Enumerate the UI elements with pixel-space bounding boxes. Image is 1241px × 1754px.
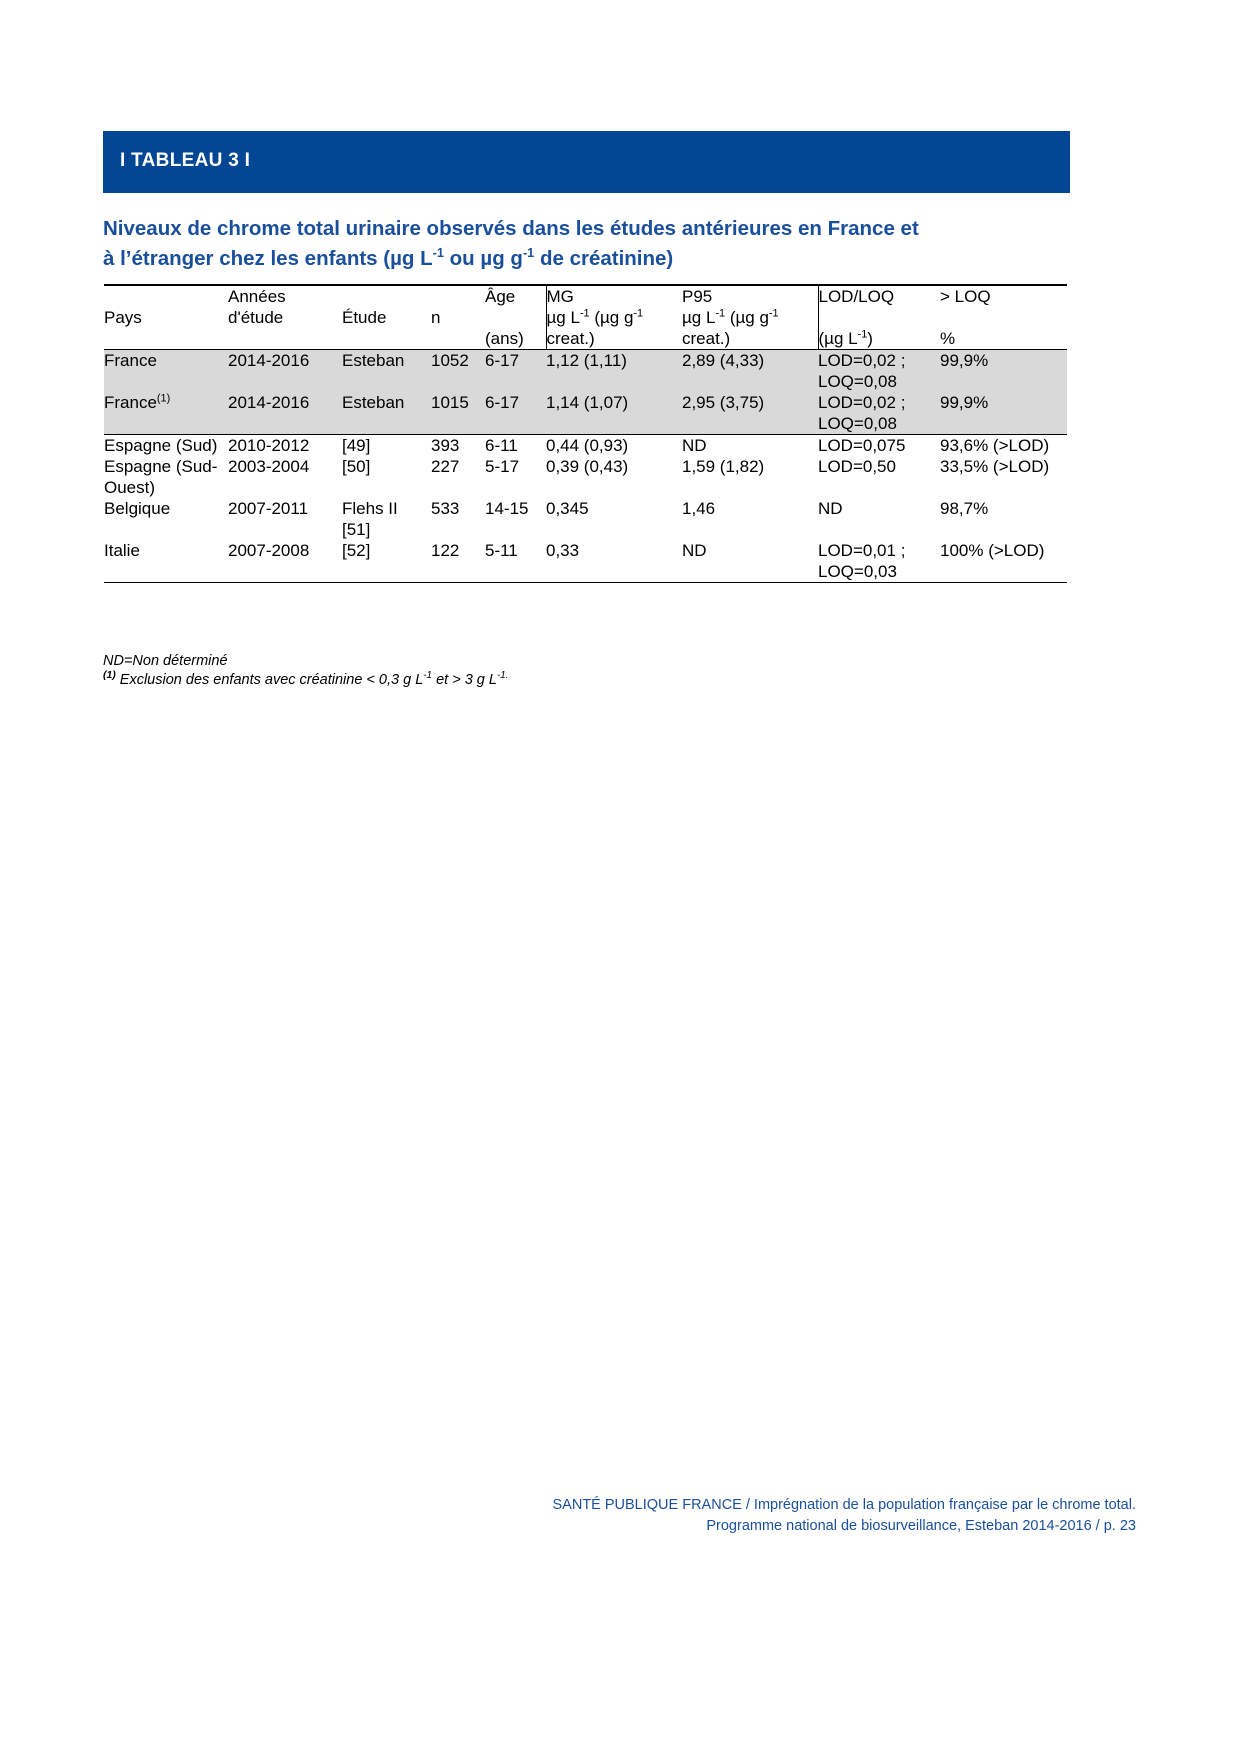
col-header-p95-sup1: -1 <box>715 307 726 320</box>
footnote-one-marker: (1) <box>103 670 116 682</box>
col-header-p95-unit-a: µg L <box>682 308 716 327</box>
cell-gtloq: 33,5% (>LOD) <box>940 457 1050 476</box>
col-header-p95-sup2: -1 <box>768 307 779 320</box>
cell-lodloq: LOD=0,075 <box>818 436 906 455</box>
footnote-one-b: et > 3 g L <box>432 672 497 688</box>
col-header-mg-unit-b: (µg g <box>589 308 634 327</box>
col-header-lodloq-unit-a: (µg L <box>818 329 858 348</box>
cell-n: 533 <box>431 499 460 518</box>
footnote-one-a: Exclusion des enfants avec créatinine < 0,3 g L <box>115 672 424 688</box>
cell-etude: Esteban <box>342 350 431 393</box>
page-footer <box>553 1495 1137 1537</box>
cell-annees: 2010-2012 <box>228 436 310 455</box>
cell-age: 6-17 <box>485 392 546 435</box>
cell-p95: 1,46 <box>682 499 716 518</box>
col-header-mg-label: MG <box>546 287 574 306</box>
col-header-mg-sup2: -1 <box>633 307 644 320</box>
col-header-p95-unit-b: (µg g <box>725 308 769 327</box>
col-header-p95-unit-c: creat.) <box>682 329 731 348</box>
col-header-pays-label: Pays <box>104 308 142 327</box>
cell-annees: 2007-2011 <box>228 499 309 518</box>
cell-p95: 2,95 (3,75) <box>682 392 818 435</box>
col-header-mg-unit-c: creat.) <box>546 329 595 348</box>
cell-mg: 0,33 <box>546 541 580 560</box>
cell-age: 5-11 <box>485 541 518 560</box>
cell-gtloq: 93,6% (>LOD) <box>940 436 1050 455</box>
footnote-nd <box>103 652 1003 671</box>
table-header <box>104 285 1067 350</box>
cell-p95: 2,89 (4,33) <box>682 350 818 393</box>
cell-lodloq: LOD=0,50 <box>818 457 896 476</box>
table-header-row <box>104 285 1067 350</box>
col-header-lodloq-label: LOD/LOQ <box>818 287 895 306</box>
col-header-lodloq <box>818 285 940 350</box>
table-title-line2-sup2: -1 <box>522 245 535 261</box>
table-row <box>104 350 1067 393</box>
cell-age: 5-17 <box>485 457 520 476</box>
table-body <box>104 350 1067 583</box>
col-header-lodloq-unit-b: ) <box>867 329 873 348</box>
table-row <box>104 456 1067 498</box>
table-title <box>103 214 1063 274</box>
cell-mg: 0,44 (0,93) <box>546 436 629 455</box>
col-header-age-line1: Âge <box>485 287 516 306</box>
cell-pays: Espagne (Sud-Ouest) <box>104 457 218 497</box>
col-header-pays <box>104 285 228 350</box>
cell-age: 14-15 <box>485 499 529 518</box>
col-header-gtloq <box>940 285 1067 350</box>
page-footer-line1: SANTÉ PUBLIQUE FRANCE / Imprégnation de la population française par le chrome total. <box>552 1497 1136 1513</box>
col-header-annees-line2: d'étude <box>228 308 284 327</box>
cell-etude: [49] <box>342 436 371 455</box>
cell-p95: 1,59 (1,82) <box>682 457 765 476</box>
cell-mg: 1,14 (1,07) <box>546 392 682 435</box>
cell-n: 1052 <box>431 350 485 393</box>
data-table <box>104 284 1067 583</box>
col-header-gtloq-unit: % <box>940 329 956 348</box>
col-header-mg-sup1: -1 <box>579 307 590 320</box>
cell-annees: 2003-2004 <box>228 457 310 476</box>
cell-etude: Esteban <box>342 392 431 435</box>
cell-pays: Belgique <box>104 499 171 518</box>
table-title-line2-a: à l’étranger chez les enfants (µg L <box>103 247 433 270</box>
cell-lodloq: LOD=0,02 ; LOQ=0,08 <box>818 392 940 435</box>
col-header-lodloq-sup: -1 <box>857 328 868 341</box>
col-header-gtloq-label: > LOQ <box>940 287 991 306</box>
col-header-mg-unit-a: µg L <box>546 308 580 327</box>
col-header-age-line2: (ans) <box>485 329 524 348</box>
col-header-p95-label: P95 <box>682 287 713 306</box>
footnote-one <box>103 671 1003 690</box>
cell-mg: 0,39 (0,43) <box>546 457 629 476</box>
footnote-nd-text: ND=Non déterminé <box>103 653 228 669</box>
cell-lodloq: LOD=0,01 ; LOQ=0,03 <box>818 541 906 581</box>
cell-mg: 0,345 <box>546 499 589 518</box>
col-header-mg <box>546 285 682 350</box>
table-banner <box>103 131 1070 193</box>
cell-annees: 2014-2016 <box>228 350 342 393</box>
page-footer-line2: Programme national de biosurveillance, Esteban 2014-2016 / p. 23 <box>706 1518 1136 1534</box>
table-footnotes <box>103 652 1003 690</box>
table-title-line1: Niveaux de chrome total urinaire observés dans les études antérieures en France et <box>103 217 919 240</box>
col-header-n-label: n <box>431 308 441 327</box>
cell-lodloq: ND <box>818 499 843 518</box>
cell-pays: Italie <box>104 541 140 560</box>
cell-age: 6-17 <box>485 350 546 393</box>
table-title-line2-b: ou µg g <box>443 247 523 270</box>
col-header-annees-line1: Années <box>228 287 286 306</box>
cell-age: 6-11 <box>485 436 518 455</box>
col-header-n <box>431 285 485 350</box>
cell-etude: [50] <box>342 457 371 476</box>
cell-pays: France$^{(1)}$ <box>104 392 228 435</box>
cell-n: 393 <box>431 436 460 455</box>
cell-p95: ND <box>682 436 707 455</box>
table-banner-label: I TABLEAU 3 I <box>120 150 251 171</box>
cell-n: 227 <box>431 457 460 476</box>
cell-pays: Espagne (Sud) <box>104 436 218 455</box>
table-row <box>104 540 1067 583</box>
cell-gtloq: 98,7% <box>940 499 989 518</box>
col-header-p95 <box>682 285 818 350</box>
cell-etude: [52] <box>342 541 371 560</box>
col-header-annees <box>228 285 342 350</box>
table-row <box>104 435 1067 457</box>
cell-gtloq: 99,9% <box>940 350 1067 393</box>
cell-etude: Flehs II [51] <box>342 499 398 539</box>
cell-gtloq: 99,9% <box>940 392 1067 435</box>
footnote-one-sup2: -1. <box>496 670 509 682</box>
cell-p95: ND <box>682 541 707 560</box>
table-row <box>104 498 1067 540</box>
cell-gtloq: 100% (>LOD) <box>940 541 1045 560</box>
data-table-wrapper <box>104 284 1067 583</box>
col-header-age <box>485 285 546 350</box>
cell-pays: France <box>104 350 228 393</box>
col-header-etude <box>342 285 431 350</box>
cell-mg: 1,12 (1,11) <box>546 350 682 393</box>
col-header-etude-label: Étude <box>342 308 387 327</box>
table-title-line2-sup1: -1 <box>432 245 444 261</box>
cell-annees: 2007-2008 <box>228 541 310 560</box>
table-row <box>104 392 1067 435</box>
table-title-line2-c: de créatinine) <box>534 247 674 270</box>
footnote-one-sup1: -1 <box>423 670 433 682</box>
cell-n: 1015 <box>431 392 485 435</box>
cell-annees: 2014-2016 <box>228 392 342 435</box>
cell-n: 122 <box>431 541 460 560</box>
cell-lodloq: LOD=0,02 ; LOQ=0,08 <box>818 350 940 393</box>
